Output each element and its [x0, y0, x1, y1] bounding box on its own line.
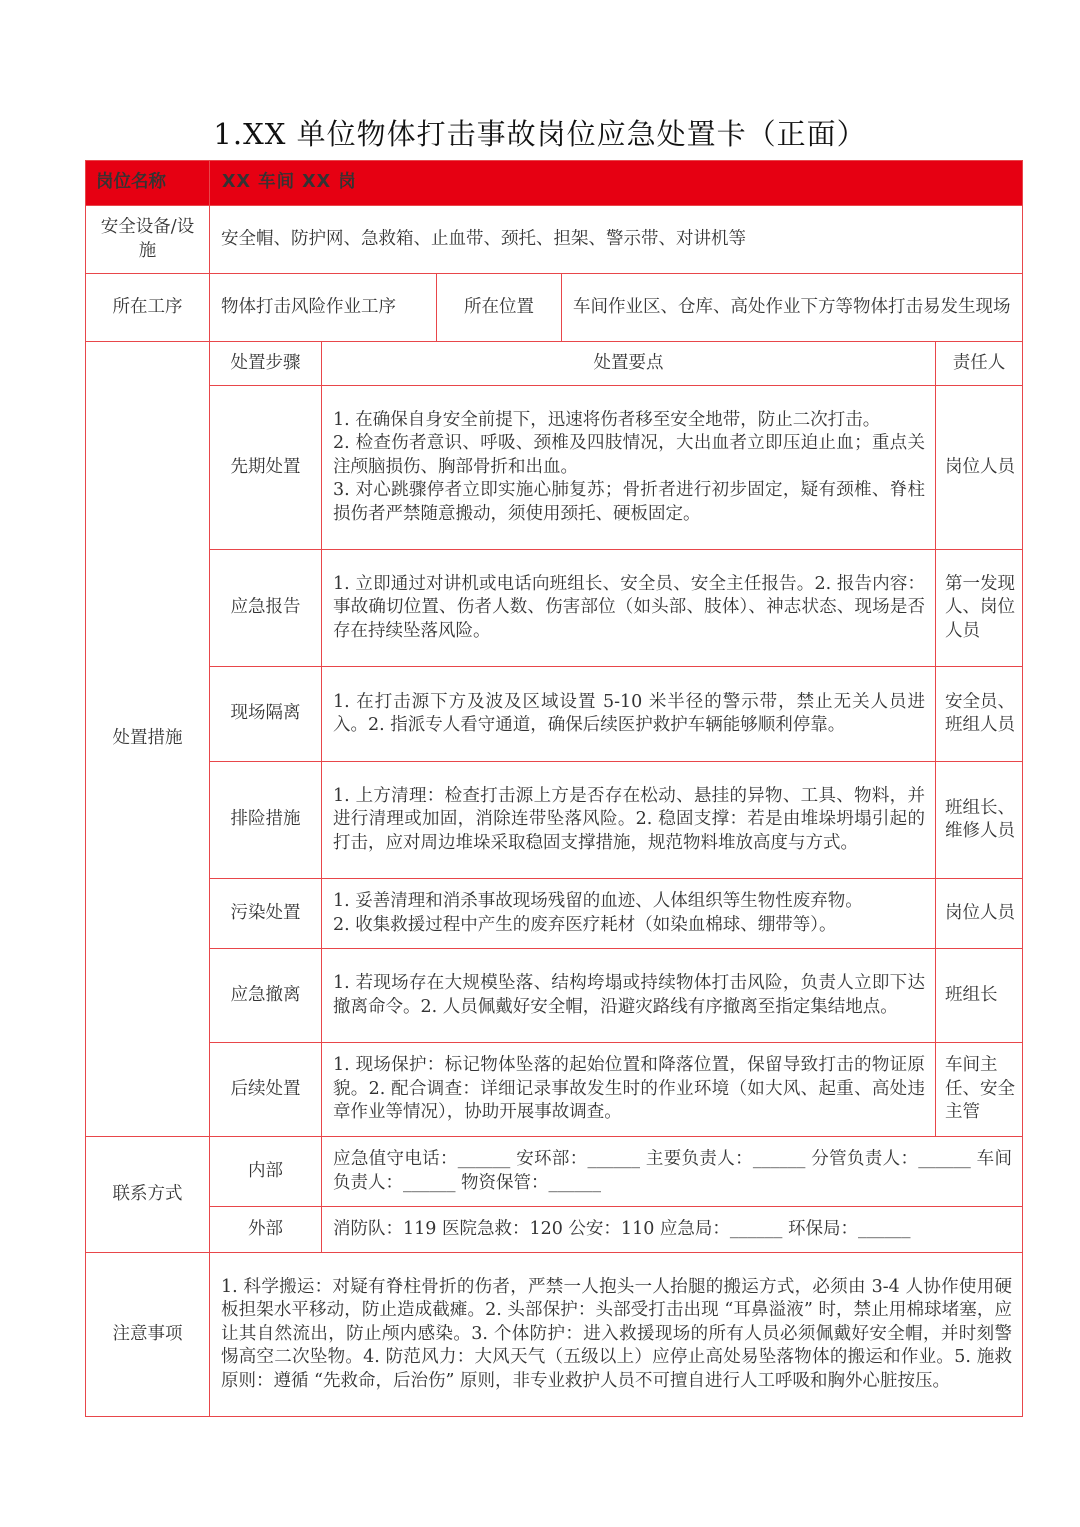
point-line: 2. 检查伤者意识、呼吸、颈椎及四肢情况，大出血者立即压迫止血；重点关注颅脑损伤、胸部骨折和出血。 — [333, 433, 925, 477]
measure-row — [86, 386, 1023, 550]
owner-cell: 班组长 — [936, 949, 1023, 1043]
points-cell — [322, 1043, 936, 1137]
owner-cell: 安全员、班组人员 — [936, 667, 1023, 762]
emergency-card-table — [85, 160, 1023, 1417]
location-label: 所在位置 — [437, 274, 562, 342]
owner-column-header: 责任人 — [936, 342, 1023, 386]
owner-cell: 岗位人员 — [936, 386, 1023, 550]
points-cell — [322, 386, 936, 550]
step-cell: 污染处置 — [210, 879, 322, 949]
point-line: 1. 在打击源下方及波及区域设置 5-10 米半径的警示带，禁止无关人员进入。2. 指派专人看守通道，确保后续医护救护车辆能够顺利停靠。 — [333, 691, 925, 735]
point-line: 2. 收集救援过程中产生的废弃医疗耗材（如染血棉球、绷带等）。 — [333, 914, 837, 935]
equipment-value: 安全帽、防护网、急救箱、止血带、颈托、担架、警示带、对讲机等 — [210, 206, 1023, 274]
internal-contacts: 应急值守电话：______ 安环部：______ 主要负责人：______ 分管负责人：______ 车间负责人：______ 物资保管：______ — [322, 1137, 1023, 1207]
post-name-value: XX 车间 XX 岗 — [210, 161, 1023, 206]
owner-cell: 岗位人员 — [936, 879, 1023, 949]
equipment-row — [86, 206, 1023, 274]
step-column-header: 处置步骤 — [210, 342, 322, 386]
step-cell: 先期处置 — [210, 386, 322, 550]
owner-cell: 班组长、维修人员 — [936, 762, 1023, 879]
process-location-row — [86, 274, 1023, 342]
points-cell — [322, 949, 936, 1043]
location-value: 车间作业区、仓库、高处作业下方等物体打击易发生现场 — [562, 274, 1023, 342]
measure-row — [86, 550, 1023, 667]
point-line: 1. 若现场存在大规模坠落、结构垮塌或持续物体打击风险，负责人立即下达撤离命令。2. 人员佩戴好安全帽，沿避灾路线有序撤离至指定集结地点。 — [333, 973, 925, 1017]
page-title: 1.XX 单位物体打击事故岗位应急处置卡（正面） — [213, 117, 867, 151]
measure-row — [86, 762, 1023, 879]
point-line: 1. 立即通过对讲机或电话向班组长、安全员、安全主任报告。2. 报告内容：事故确切位置、伤者人数、伤害部位（如头部、肢体）、神志状态、现场是否存在持续坠落风险。 — [333, 573, 925, 641]
step-cell: 应急撤离 — [210, 949, 322, 1043]
post-name-label: 岗位名称 — [86, 161, 210, 206]
contact-label: 联系方式 — [86, 1137, 210, 1253]
external-label: 外部 — [210, 1207, 322, 1253]
measure-row — [86, 667, 1023, 762]
process-value: 物体打击风险作业工序 — [210, 274, 437, 342]
points-column-header: 处置要点 — [322, 342, 936, 386]
step-cell: 后续处置 — [210, 1043, 322, 1137]
measures-label: 处置措施 — [86, 342, 210, 1137]
contact-internal-row — [86, 1137, 1023, 1207]
measure-row — [86, 879, 1023, 949]
header-row — [86, 161, 1023, 206]
step-cell: 应急报告 — [210, 550, 322, 667]
points-cell — [322, 550, 936, 667]
measures-header-row — [86, 342, 1023, 386]
point-line: 1. 在确保自身安全前提下，迅速将伤者移至安全地带，防止二次打击。 — [333, 409, 881, 430]
point-line: 1. 妥善清理和消杀事故现场残留的血迹、人体组织等生物性废弃物。 — [333, 891, 863, 911]
measure-row — [86, 949, 1023, 1043]
step-cell: 现场隔离 — [210, 667, 322, 762]
process-label: 所在工序 — [86, 274, 210, 342]
point-line: 3. 对心跳骤停者立即实施心肺复苏；骨折者进行初步固定，疑有颈椎、脊柱损伤者严禁随意搬动，须使用颈托、硬板固定。 — [333, 480, 925, 524]
owner-cell: 车间主任、安全主管 — [936, 1043, 1023, 1137]
contact-external-row — [86, 1207, 1023, 1253]
notes-label: 注意事项 — [86, 1253, 210, 1417]
notes-value: 1. 科学搬运：对疑有脊柱骨折的伤者，严禁一人抱头一人抬腿的搬运方式，必须由 3-4 人协作使用硬板担架水平移动，防止造成截瘫。2. 头部保护：头部受打击出现 “耳鼻溢液” 时，禁止用棉球堵塞，应让其自然流出，防止颅内感染。3. 个体防护：进入救援现场的所有人员必须佩戴好安全帽，并时刻警惕高空二次坠物。4. 防范风力：大风天气（五级以上）应停止高处易坠落物体的搬运和作业。5. 施救原则：遵循 “先救命，后治伤” 原则，非专业救护人员不可擅自进行人工呼吸和胸外心脏按压。 — [210, 1253, 1023, 1417]
notes-row — [86, 1253, 1023, 1417]
points-cell — [322, 879, 936, 949]
point-line: 1. 现场保护：标记物体坠落的起始位置和降落位置，保留导致打击的物证原貌。2. 配合调查：详细记录事故发生时的作业环境（如大风、起重、高处违章作业等情况），协助开展事故调查。 — [333, 1055, 925, 1123]
owner-cell: 第一发现人、岗位人员 — [936, 550, 1023, 667]
points-cell — [322, 762, 936, 879]
equipment-label: 安全设备/设施 — [86, 206, 210, 274]
step-cell: 排险措施 — [210, 762, 322, 879]
external-contacts: 消防队：119 医院急救：120 公安：110 应急局：______ 环保局：______ — [322, 1207, 1023, 1253]
points-cell — [322, 667, 936, 762]
internal-label: 内部 — [210, 1137, 322, 1207]
measure-row — [86, 1043, 1023, 1137]
point-line: 1. 上方清理：检查打击源上方是否存在松动、悬挂的异物、工具、物料，并进行清理或加固，消除连带坠落风险。2. 稳固支撑：若是由堆垛坍塌引起的打击，应对周边堆垛采取稳固支撑措施，规范物料堆放高度与方式。 — [333, 785, 925, 853]
